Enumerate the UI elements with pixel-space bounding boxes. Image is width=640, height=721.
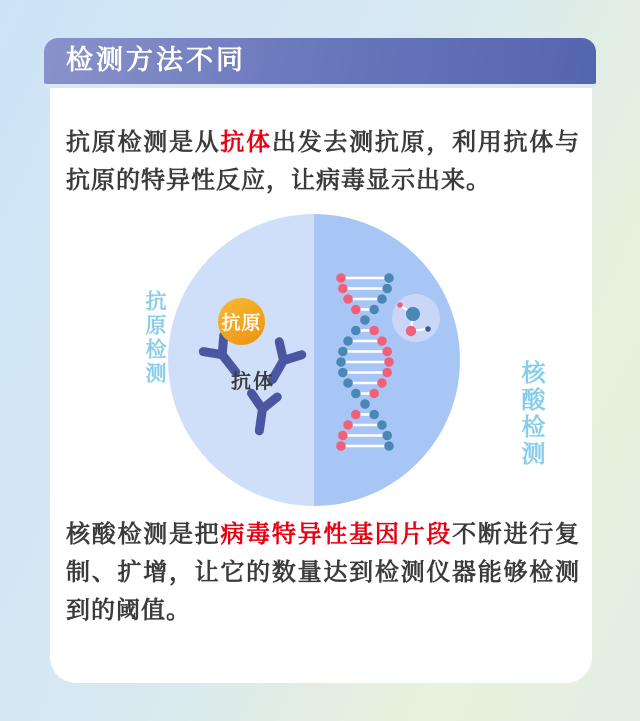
antigen-badge <box>218 298 265 345</box>
dna-helix-icon <box>336 273 394 451</box>
content-card <box>50 84 592 683</box>
molecule-icon <box>392 294 440 342</box>
antigen-description-pre: 抗原检测是从 <box>66 129 221 156</box>
antigen-description <box>66 124 580 200</box>
antigen-badge-label: 抗原 <box>221 313 262 334</box>
section-header-banner <box>44 38 596 88</box>
antibody-label: 抗体 <box>231 371 275 393</box>
diagram-art <box>168 214 460 506</box>
nucleic-description <box>66 516 580 630</box>
antigen-method-label: 抗原检测 <box>143 290 166 386</box>
antigen-description-highlight: 抗体 <box>220 129 272 156</box>
nucleic-description-pre: 核酸检测是把 <box>66 521 221 548</box>
antigen-description-post: 出发去测抗原，利用抗体与抗原的特异性反应，让病毒显示出来。 <box>66 129 581 194</box>
nucleic-description-post: 不断进行复制、扩增，让它的数量达到检测仪器能够检测到的阈值。 <box>66 521 581 624</box>
nucleic-method-label: 核酸检测 <box>517 360 544 468</box>
detection-comparison-diagram <box>168 214 460 506</box>
page-title: 检测方法不同 <box>66 45 246 75</box>
nucleic-description-highlight: 病毒特异性基因片段 <box>220 521 453 548</box>
